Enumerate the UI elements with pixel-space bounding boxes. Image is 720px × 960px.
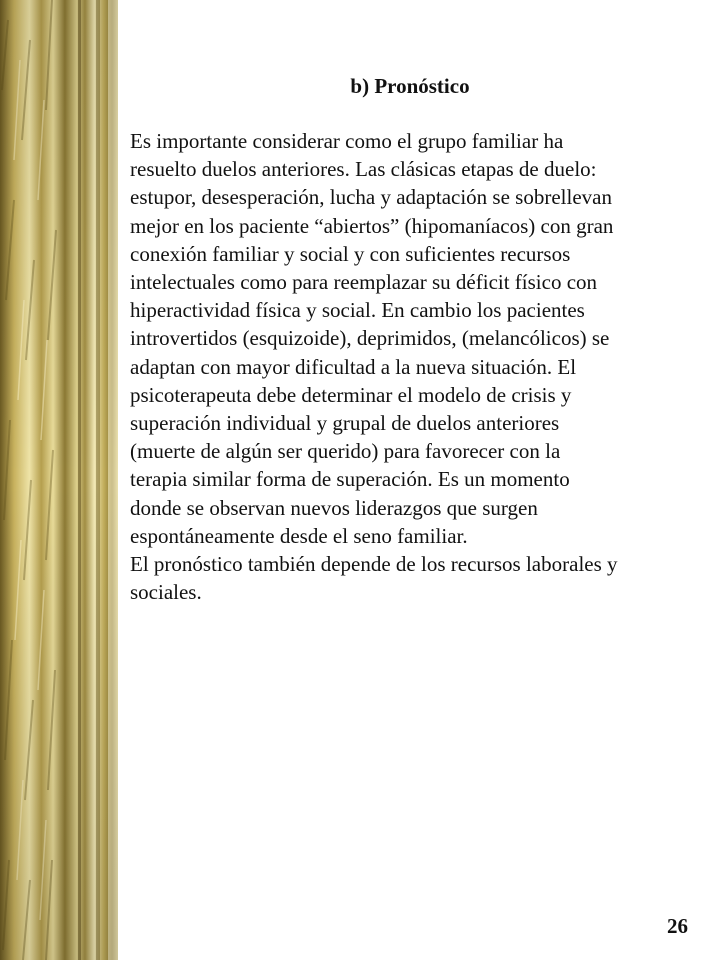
body-line: hiperactividad física y social. En cambio los pacientes — [130, 298, 585, 323]
body-line: psicoterapeuta debe determinar el modelo de crisis y — [130, 382, 572, 407]
body-line: superación individual y grupal de duelos anteriores — [130, 411, 560, 436]
body-paragraph — [130, 127, 705, 606]
body-line: Es importante considerar como el grupo familiar ha — [130, 129, 564, 153]
body-line: adaptan con mayor dificultad a la nueva situación. El — [130, 354, 577, 379]
body-line: estupor, desesperación, lucha y adaptación se sobrellevan — [130, 185, 612, 210]
body-line: conexión familiar y social y con suficientes recursos — [130, 241, 571, 266]
body-line: terapia similar forma de superación. Es un momento — [130, 467, 570, 492]
body-line: El pronóstico también depende de los recursos laborales y — [130, 552, 618, 577]
body-line: resuelto duelos anteriores. Las clásicas etapas de duelo: — [130, 157, 597, 182]
body-line: (muerte de algún ser querido) para favorecer con la — [130, 439, 561, 464]
body-line: introvertidos (esquizoide), deprimidos, (melancólicos) se — [130, 326, 610, 351]
page-number: 26 — [667, 914, 688, 938]
decorative-gold-border — [0, 0, 118, 960]
body-line: mejor en los paciente “abiertos” (hipomaníacos) con gran — [130, 213, 614, 238]
body-line: sociales. — [130, 580, 202, 605]
body-line: espontáneamente desde el seno familiar. — [130, 523, 468, 548]
body-line: intelectuales como para reemplazar su déficit físico con — [130, 270, 598, 295]
body-line: donde se observan nuevos liderazgos que surgen — [130, 495, 538, 520]
slide-title: b) Pronóstico — [350, 74, 470, 98]
